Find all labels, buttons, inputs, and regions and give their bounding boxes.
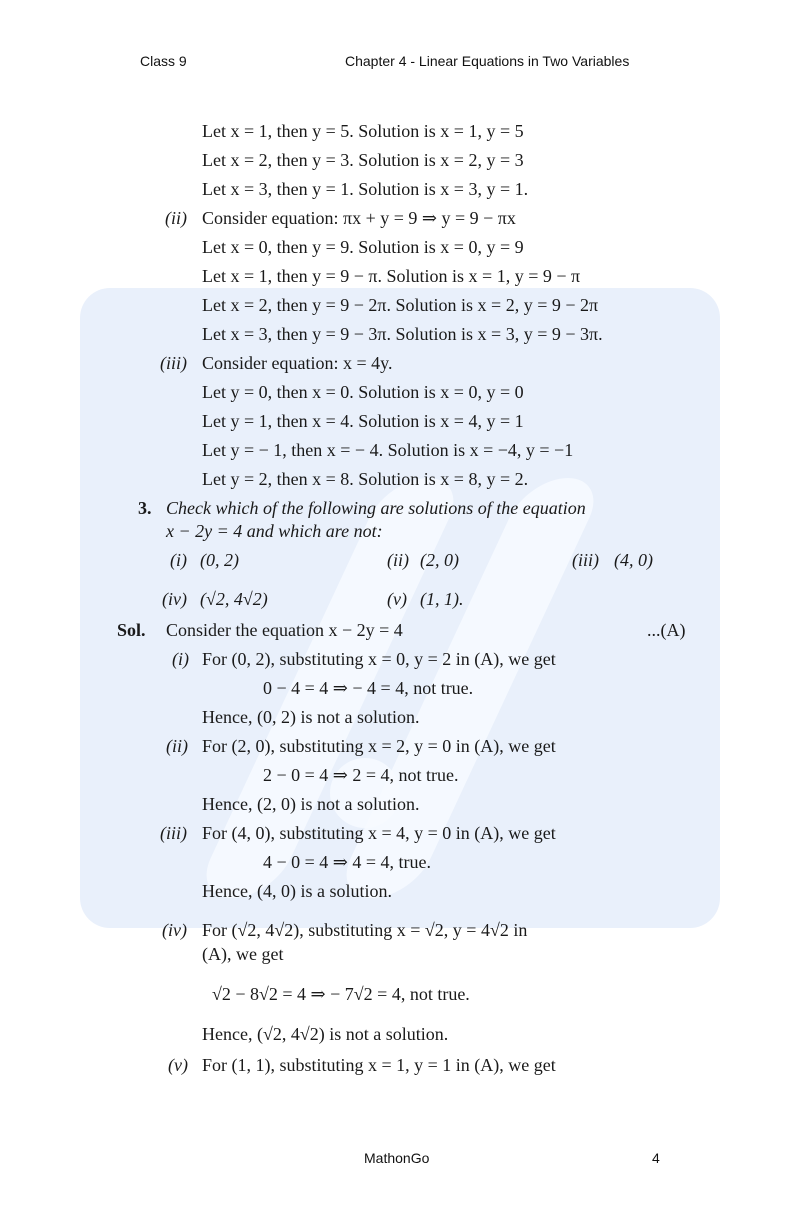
text-line: Consider equation: πx + y = 9 ⇒ y = 9 − πx [202, 208, 516, 228]
text-line: Let x = 3, then y = 1. Solution is x = 3, y = 1. [202, 179, 529, 199]
option-label: (v) [387, 589, 407, 609]
option-value: (2, 0) [420, 550, 459, 570]
footer-brand: MathonGo [364, 1150, 430, 1166]
part-text: For (2, 0), substituting x = 2, y = 0 in (A), we get [202, 736, 556, 756]
part-text: For (√2, 4√2), substituting x = √2, y = 4√2 in [202, 920, 528, 940]
text-line: Let x = 1, then y = 5. Solution is x = 1, y = 5 [202, 121, 524, 141]
part-conclusion: Hence, (2, 0) is not a solution. [202, 794, 420, 814]
part-calc: 4 − 0 = 4 ⇒ 4 = 4, true. [263, 852, 432, 872]
part-label: (ii) [166, 736, 188, 756]
part-label: (iv) [162, 920, 187, 940]
part-label: (v) [168, 1055, 188, 1075]
part-label: (iii) [160, 823, 187, 843]
question-number: 3. [138, 498, 152, 518]
part-calc: √2 − 8√2 = 4 ⇒ − 7√2 = 4, not true. [212, 984, 470, 1004]
option-label: (ii) [387, 550, 409, 570]
text-line: Let x = 0, then y = 9. Solution is x = 0, y = 9 [202, 237, 524, 257]
part-conclusion: Hence, (0, 2) is not a solution. [202, 707, 420, 727]
option-value: (1, 1). [420, 589, 464, 609]
part-conclusion: Hence, (√2, 4√2) is not a solution. [202, 1024, 449, 1044]
question-text: Check which of the following are solutions of the equation [166, 498, 586, 518]
text-line: Let y = − 1, then x = − 4. Solution is x = −4, y = −1 [202, 440, 574, 460]
part-text: For (0, 2), substituting x = 0, y = 2 in (A), we get [202, 649, 556, 669]
header-class: Class 9 [140, 53, 187, 69]
text-line: Let y = 2, then x = 8. Solution is x = 8, y = 2. [202, 469, 529, 489]
text-line: Let x = 2, then y = 3. Solution is x = 2, y = 3 [202, 150, 524, 170]
text-line: Let x = 3, then y = 9 − 3π. Solution is x = 3, y = 9 − 3π. [202, 324, 603, 344]
part-calc: 2 − 0 = 4 ⇒ 2 = 4, not true. [263, 765, 459, 785]
text-line: Let x = 1, then y = 9 − π. Solution is x = 1, y = 9 − π [202, 266, 581, 286]
part-calc: 0 − 4 = 4 ⇒ − 4 = 4, not true. [263, 678, 474, 698]
header-chapter-title: Chapter 4 - Linear Equations in Two Variables [345, 53, 630, 69]
question-text: x − 2y = 4 and which are not: [166, 521, 383, 541]
part-label: (i) [172, 649, 189, 669]
page-number: 4 [652, 1150, 660, 1166]
part-label: (ii) [165, 208, 187, 228]
solution-intro: Consider the equation x − 2y = 4 [166, 620, 403, 640]
text-line: Consider equation: x = 4y. [202, 353, 393, 373]
text-line: Let y = 1, then x = 4. Solution is x = 4, y = 1 [202, 411, 524, 431]
option-value: (4, 0) [614, 550, 653, 570]
text-line: Let x = 2, then y = 9 − 2π. Solution is x = 2, y = 9 − 2π [202, 295, 599, 315]
part-label: (iii) [160, 353, 187, 373]
solution-label: Sol. [117, 620, 146, 640]
option-label: (iii) [572, 550, 599, 570]
part-text: (A), we get [202, 944, 284, 964]
option-label: (iv) [162, 589, 187, 609]
part-text: For (4, 0), substituting x = 4, y = 0 in (A), we get [202, 823, 556, 843]
text-line: Let y = 0, then x = 0. Solution is x = 0, y = 0 [202, 382, 524, 402]
part-conclusion: Hence, (4, 0) is a solution. [202, 881, 392, 901]
equation-ref: ...(A) [647, 620, 686, 640]
option-label: (i) [170, 550, 187, 570]
option-value: (0, 2) [200, 550, 239, 570]
part-text: For (1, 1), substituting x = 1, y = 1 in (A), we get [202, 1055, 556, 1075]
option-value: (√2, 4√2) [200, 589, 268, 609]
